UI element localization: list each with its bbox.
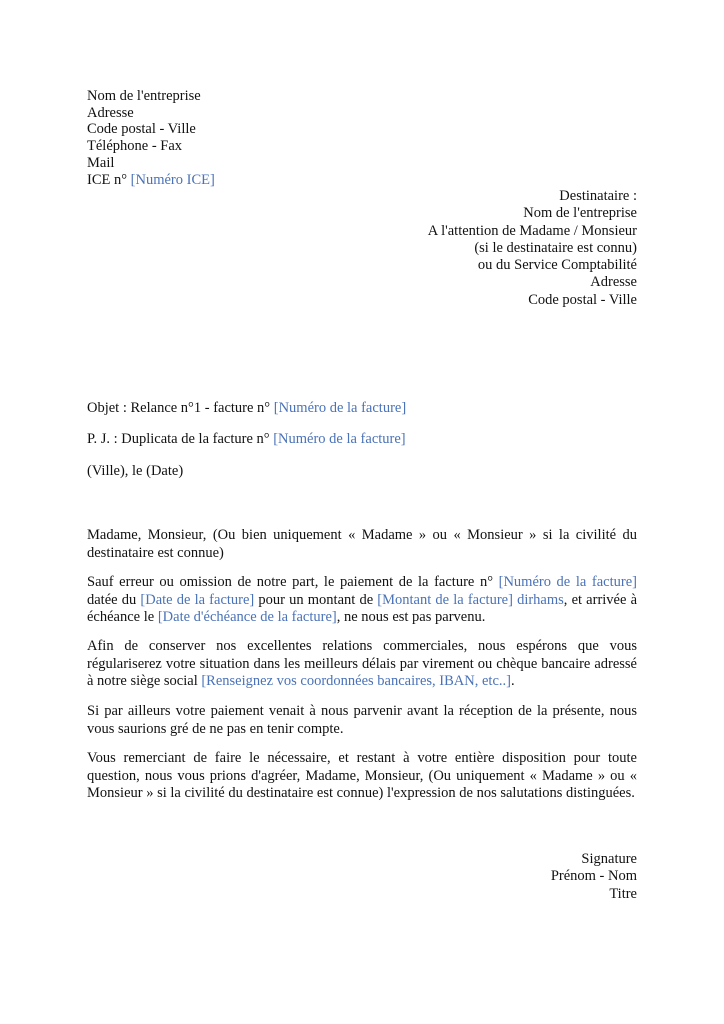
sender-ice-placeholder: [Numéro ICE]: [130, 171, 215, 188]
invoice-number-placeholder: [Numéro de la facture]: [498, 574, 637, 590]
recipient-line: Code postal - Ville: [528, 291, 637, 308]
object-placeholder: [Numéro de la facture]: [273, 400, 407, 416]
attachment-label: P. J. : Duplicata de la facture n°: [87, 431, 274, 447]
sender-address: Adresse: [87, 104, 134, 121]
p2-text: , ne nous est pas parvenu.: [336, 609, 486, 625]
place-date: (Ville), le (Date): [87, 463, 184, 479]
salutation-paragraph: [87, 527, 637, 562]
recipient-line: A l'attention de Madame / Monsieur: [427, 222, 637, 239]
sender-ice: [87, 172, 215, 189]
sender-phone: Téléphone - Fax: [87, 138, 183, 155]
recipient-line: Adresse: [590, 274, 637, 291]
disregard-paragraph: [87, 703, 637, 738]
p2-text: , et arrivée à échéance le: [87, 591, 638, 625]
signature-title: Titre: [609, 885, 637, 902]
signature-block: [551, 851, 637, 903]
disregard-text: Si par ailleurs votre paiement venait à nous parvenir avant la réception de la présente, nous vous saurions gré de ne pas en tenir compte.: [87, 703, 637, 737]
payment-text: [87, 574, 637, 627]
recipient-line: ou du Service Comptabilité: [477, 257, 637, 274]
recipient-line: Destinataire :: [559, 188, 637, 204]
attachment-line: [87, 431, 406, 448]
p2-text: datée du: [87, 591, 141, 608]
bank-details-placeholder: [Renseignez vos coordonnées bancaires, IBAN, etc..]: [201, 673, 511, 689]
sender-ice-label: ICE n°: [87, 171, 131, 188]
signature-name: Prénom - Nom: [550, 868, 637, 885]
closing-text: Vous remerciant de faire le nécessaire, et restant à votre entière disposition pour toute question, nous vous prions d'agréer, Madame, Monsieur, (Ou uniquement « Madame » ou « Monsieur » si la civilité du destinataire est connue) l'expression de nos salutations distinguées.: [87, 750, 637, 801]
p3-text: .: [510, 673, 515, 689]
p3-text: Afin de conserver nos excellentes relations commerciales, nous espérons que vous régulariserez votre situation dans les meilleurs délais par virement ou chèque bancaire adressé à notre siège social: [87, 638, 637, 689]
p2-text: Sauf erreur ou omission de notre part, le paiement de la facture n°: [87, 574, 499, 590]
sender-block: [87, 88, 215, 188]
due-date-placeholder: [Date d'échéance de la facture]: [157, 609, 337, 625]
sender-company: Nom de l'entreprise: [87, 88, 201, 104]
payment-paragraph: [87, 574, 637, 627]
invoice-amount-placeholder: [Montant de la facture] dirhams: [377, 591, 564, 608]
invoice-date-placeholder: [Date de la facture]: [140, 591, 255, 608]
salutation-text: Madame, Monsieur, (Ou bien uniquement « Madame » ou « Monsieur » si la civilité du destinataire est connue): [87, 527, 637, 561]
p2-text: pour un montant de: [254, 591, 378, 608]
recipient-line: Nom de l'entreprise: [523, 205, 637, 222]
sender-postal: Code postal - Ville: [87, 121, 196, 138]
recipient-line: (si le destinataire est connu): [474, 239, 637, 256]
object-line: [87, 400, 406, 417]
relations-paragraph: [87, 638, 637, 691]
object-label: Objet : Relance n°1 - facture n°: [87, 400, 274, 416]
signature-label: Signature: [581, 851, 637, 867]
closing-paragraph: [87, 750, 637, 803]
attachment-placeholder: [Numéro de la facture]: [273, 431, 406, 447]
sender-mail: Mail: [87, 154, 115, 171]
relations-text: [87, 638, 637, 691]
recipient-block: [428, 188, 637, 309]
